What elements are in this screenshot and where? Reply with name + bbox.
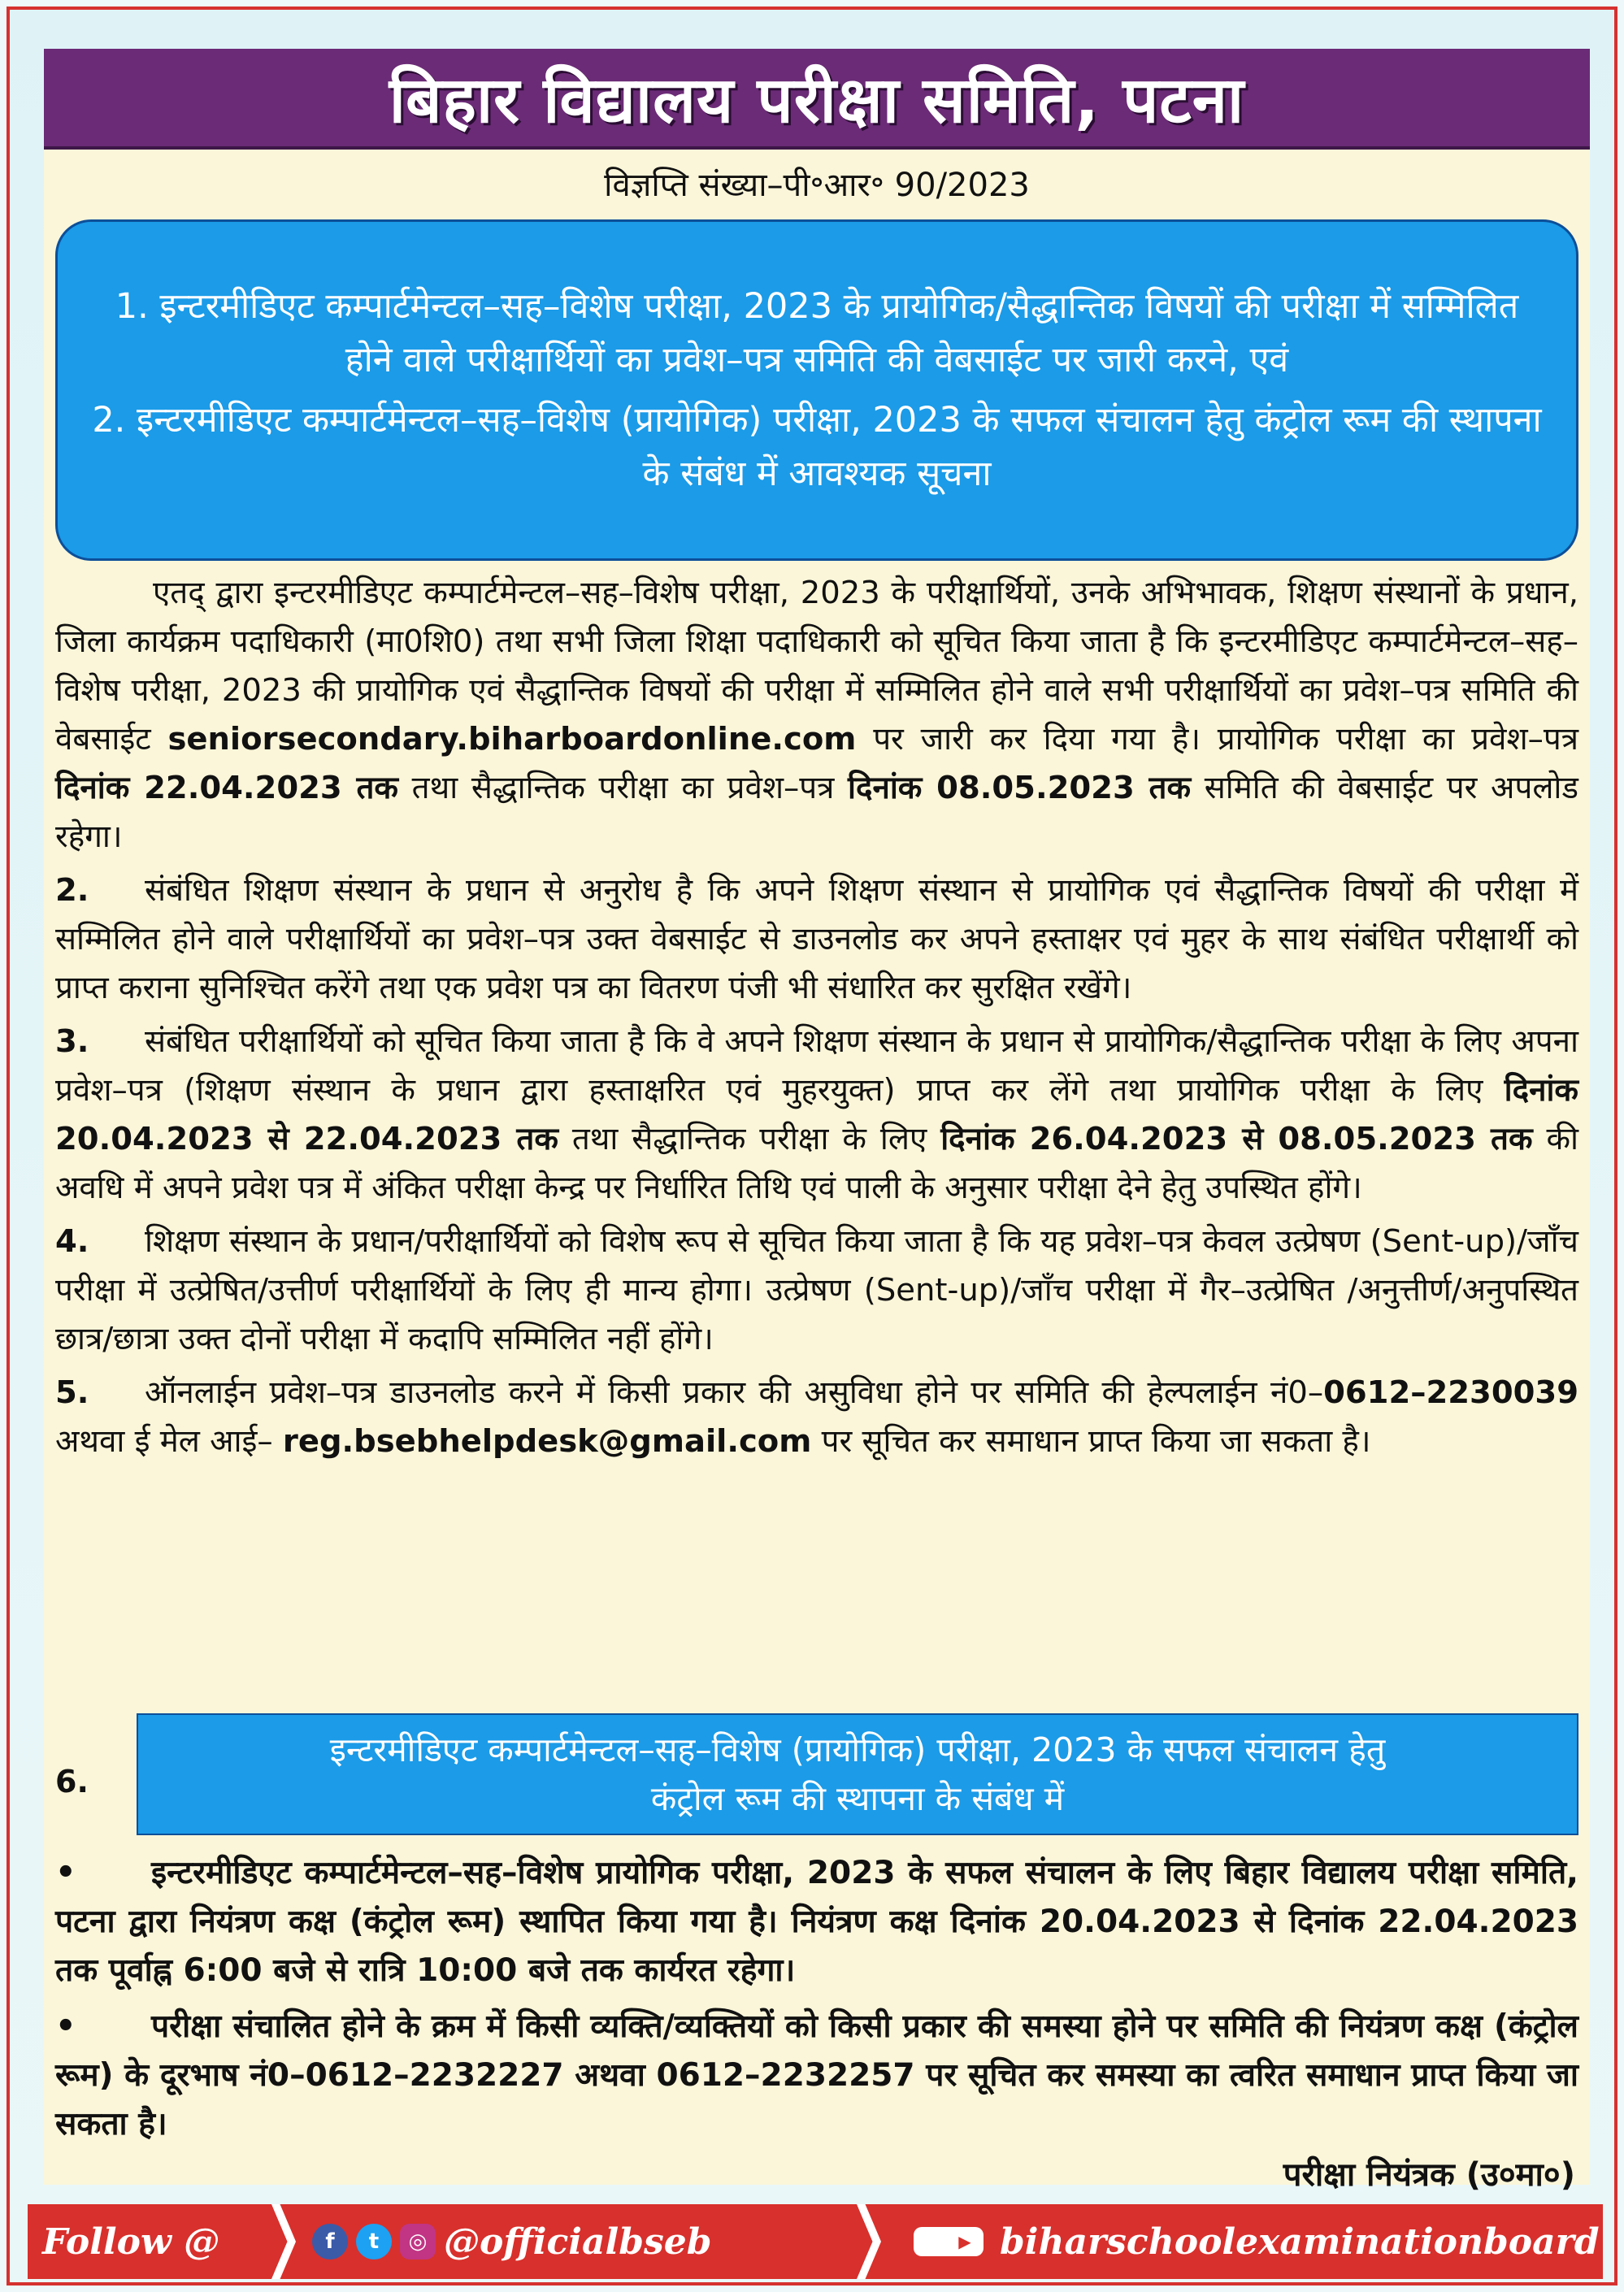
paragraph-5 [55,1369,1578,1466]
para5-text-b: अथवा ई मेल आई– [55,1423,283,1460]
bullet-icon: • [55,2008,76,2045]
instagram-icon[interactable]: ◎ [400,2224,436,2259]
section-6-heading-line-1: इन्टरमीडिएट कम्पार्टमेन्टल–सह–विशेष (प्रायोगिक) परीक्षा, 2023 के सफल संचालन हेतु [329,1730,1386,1769]
social-links [296,2204,857,2279]
website-link[interactable]: seniorsecondary.biharboardonline.com [167,721,857,757]
paragraph-2 [55,866,1578,1013]
para2-text: संबंधित शिक्षण संस्थान के प्रधान से अनुरोध है कि अपने शिक्षण संस्थान से प्रायोगिक एवं सैद्धान्तिक विषयों की परीक्षा में सम्मिलित होने वाले परीक्षार्थियों का प्रवेश–पत्र उक्त वेबसाईट से डाउनलोड कर अपने हस्ताक्षर एवं मुहर के साथ संबंधित परीक्षार्थी को प्राप्त कराना सुनिश्चित करेंगे तथा एक प्रवेश पत्र का वितरण पंजी भी संधारित कर सुरक्षित रखेंगे। [55,872,1578,1006]
helpline-number[interactable]: 0612–2230039 [1323,1374,1578,1411]
para1-date-theory: दिनांक 08.05.2023 तक [848,770,1192,806]
board-title: बिहार विद्यालय परीक्षा समिति, पटना [389,64,1245,137]
para1-text-d: समिति की वेबसाईट पर अपलोड रहेगा। [55,770,1579,855]
para5-text-a: ऑनलाईन प्रवेश–पत्र डाउनलोड करने में किसी प्रकार की असुविधा होने पर समिति की हेल्पलाईन नं0– [145,1374,1324,1411]
bullet-2-text: परीक्षा संचालित होने के क्रम में किसी व्यक्ति/व्यक्तियों को किसी प्रकार की समस्या होने पर समिति की नियंत्रण कक्ष (कंट्रोल रूम) के दूरभाष नं0–0612–2232227 अथवा 0612–2232257 पर सूचित कर समस्या का त्वरित समाधान प्राप्त किया जा सकता है। [55,2008,1578,2142]
paragraph-1 [55,569,1578,862]
para2-number: 2. [55,872,89,909]
youtube-icon[interactable]: ▶ [914,2227,984,2256]
para1-date-practical: दिनांक 22.04.2023 तक [55,770,399,806]
subject-line-1: 1. इन्टरमीडिएट कम्पार्टमेन्टल–सह–विशेष परीक्षा, 2023 के प्रायोगिक/सैद्धान्तिक विषयों की परीक्षा में सम्मिलित होने वाले परीक्षार्थियों का प्रवेश–पत्र समिति की वेबसाईट पर जारी करने, एवं [115,286,1519,380]
para4-number: 4. [55,1223,89,1260]
notice-number: विज्ञप्ति संख्या–पी॰आर॰ 90/2023 [604,167,1030,204]
section-6 [55,1713,1578,1835]
section-6-number: 6. [55,1764,89,1799]
footer-separator [857,2204,881,2279]
facebook-icon[interactable]: f [312,2224,348,2259]
bullet-icon: • [55,1854,76,1891]
subject-box [55,219,1578,561]
header-banner [44,49,1590,150]
para3-date-practical: दिनांक 20.04.2023 से 22.04.2023 तक [55,1072,1578,1157]
para1-text-a: एतद् द्वारा इन्टरमीडिएट कम्पार्टमेन्टल–सह–विशेष परीक्षा, 2023 के परीक्षार्थियों, उनके अभिभावक, शिक्षण संस्थानों के प्रधान, जिला कार्यक्रम पदाधिकारी (मा0शि0) तथा सभी जिला शिक्षा पदाधिकारी को सूचित किया जाता है कि इन्टरमीडिएट कम्पार्टमेन्टल–सह–विशेष परीक्षा, 2023 की प्रायोगिक एवं सैद्धान्तिक विषयों की परीक्षा में सम्मिलित होने वाले सभी परीक्षार्थियों का प्रवेश–पत्र समिति की वेबसाईट [55,575,1578,757]
follow-label: Follow @ [42,2220,220,2263]
para5-number: 5. [55,1374,89,1411]
notice-body [44,49,1590,2194]
subject-line-2: 2. इन्टरमीडिएट कम्पार्टमेन्टल–सह–विशेष (प्रायोगिक) परीक्षा, 2023 के सफल संचालन हेतु कंट्रोल रूम की स्थापना के संबंध में आवश्यक सूचना [92,400,1542,494]
youtube-channel[interactable]: biharschoolexaminationboard [1000,2220,1600,2263]
notice-content [55,569,1578,1471]
signature: परीक्षा नियंत्रक (उ०मा०) [1283,2156,1575,2194]
section-6-heading-line-2: कंट्रोल रूम की स्थापना के संबंध में [650,1779,1065,1818]
para3-text-a: संबंधित परीक्षार्थियों को सूचित किया जाता है कि वे अपने शिक्षण संस्थान के प्रधान से प्रायोगिक/सैद्धान्तिक परीक्षा के लिए अपना प्रवेश–पत्र (शिक्षण संस्थान के प्रधान द्वारा हस्ताक्षरित एवं मुहरयुक्त) प्राप्त कर लेंगे तथा प्रायोगिक परीक्षा के लिए [55,1023,1578,1109]
para1-text-c: तथा सैद्धान्तिक परीक्षा का प्रवेश–पत्र [398,770,849,806]
para3-text-c: की अवधि में अपने प्रवेश पत्र में अंकित परीक्षा केन्द्र पर निर्धारित तिथि एवं पाली के अनुसार परीक्षा देने हेतु उपस्थित होंगे। [55,1121,1578,1206]
social-footer [28,2204,1603,2279]
footer-separator [271,2204,296,2279]
youtube-link[interactable] [881,2204,1600,2279]
para3-date-theory: दिनांक 26.04.2023 से 08.05.2023 तक [940,1121,1533,1157]
notice-sheet [7,7,1617,2285]
bullet-1-text: इन्टरमीडिएट कम्पार्टमेन्टल–सह–विशेष प्रायोगिक परीक्षा, 2023 के सफल संचालन के लिए बिहार विद्यालय परीक्षा समिति, पटना द्वारा नियंत्रण कक्ष (कंट्रोल रूम) स्थापित किया गया है। नियंत्रण कक्ष दिनांक 20.04.2023 से दिनांक 22.04.2023 तक पूर्वाह्न 6:00 बजे से रात्रि 10:00 बजे तक कार्यरत रहेगा। [55,1855,1578,1989]
helpdesk-email[interactable]: reg.bsebhelpdesk@gmail.com [282,1423,812,1460]
paragraph-4 [55,1218,1578,1364]
para5-text-c: पर सूचित कर समाधान प्राप्त किया जा सकता है। [811,1423,1371,1460]
section-6-heading-box [137,1713,1578,1835]
social-handle[interactable]: @officialbseb [444,2220,712,2263]
para3-text-b: तथा सैद्धान्तिक परीक्षा के लिए [558,1121,941,1157]
bullet-item-2 [55,2002,1578,2149]
para1-text-b: पर जारी कर दिया गया है। प्रायोगिक परीक्षा का प्रवेश–पत्र [856,721,1578,757]
bullet-item-1 [55,1848,1578,1995]
twitter-icon[interactable]: t [356,2224,392,2259]
control-room-bullets [55,1848,1578,2155]
para3-number: 3. [55,1023,89,1060]
paragraph-3 [55,1018,1578,1213]
para4-text: शिक्षण संस्थान के प्रधान/परीक्षार्थियों को विशेष रूप से सूचित किया जाता है कि यह प्रवेश–पत्र केवल उत्प्रेषण (Sent-up)/जाँच परीक्षा में उत्प्रेषित/उत्तीर्ण परीक्षार्थियों के लिए ही मान्य होगा। उत्प्रेषण (Sent-up)/जाँच परीक्षा में गैर–उत्प्रेषित /अनुत्तीर्ण/अनुपस्थित छात्र/छात्रा उक्त दोनों परीक्षा में कदापि सम्मिलित नहीं होंगे। [55,1223,1578,1357]
